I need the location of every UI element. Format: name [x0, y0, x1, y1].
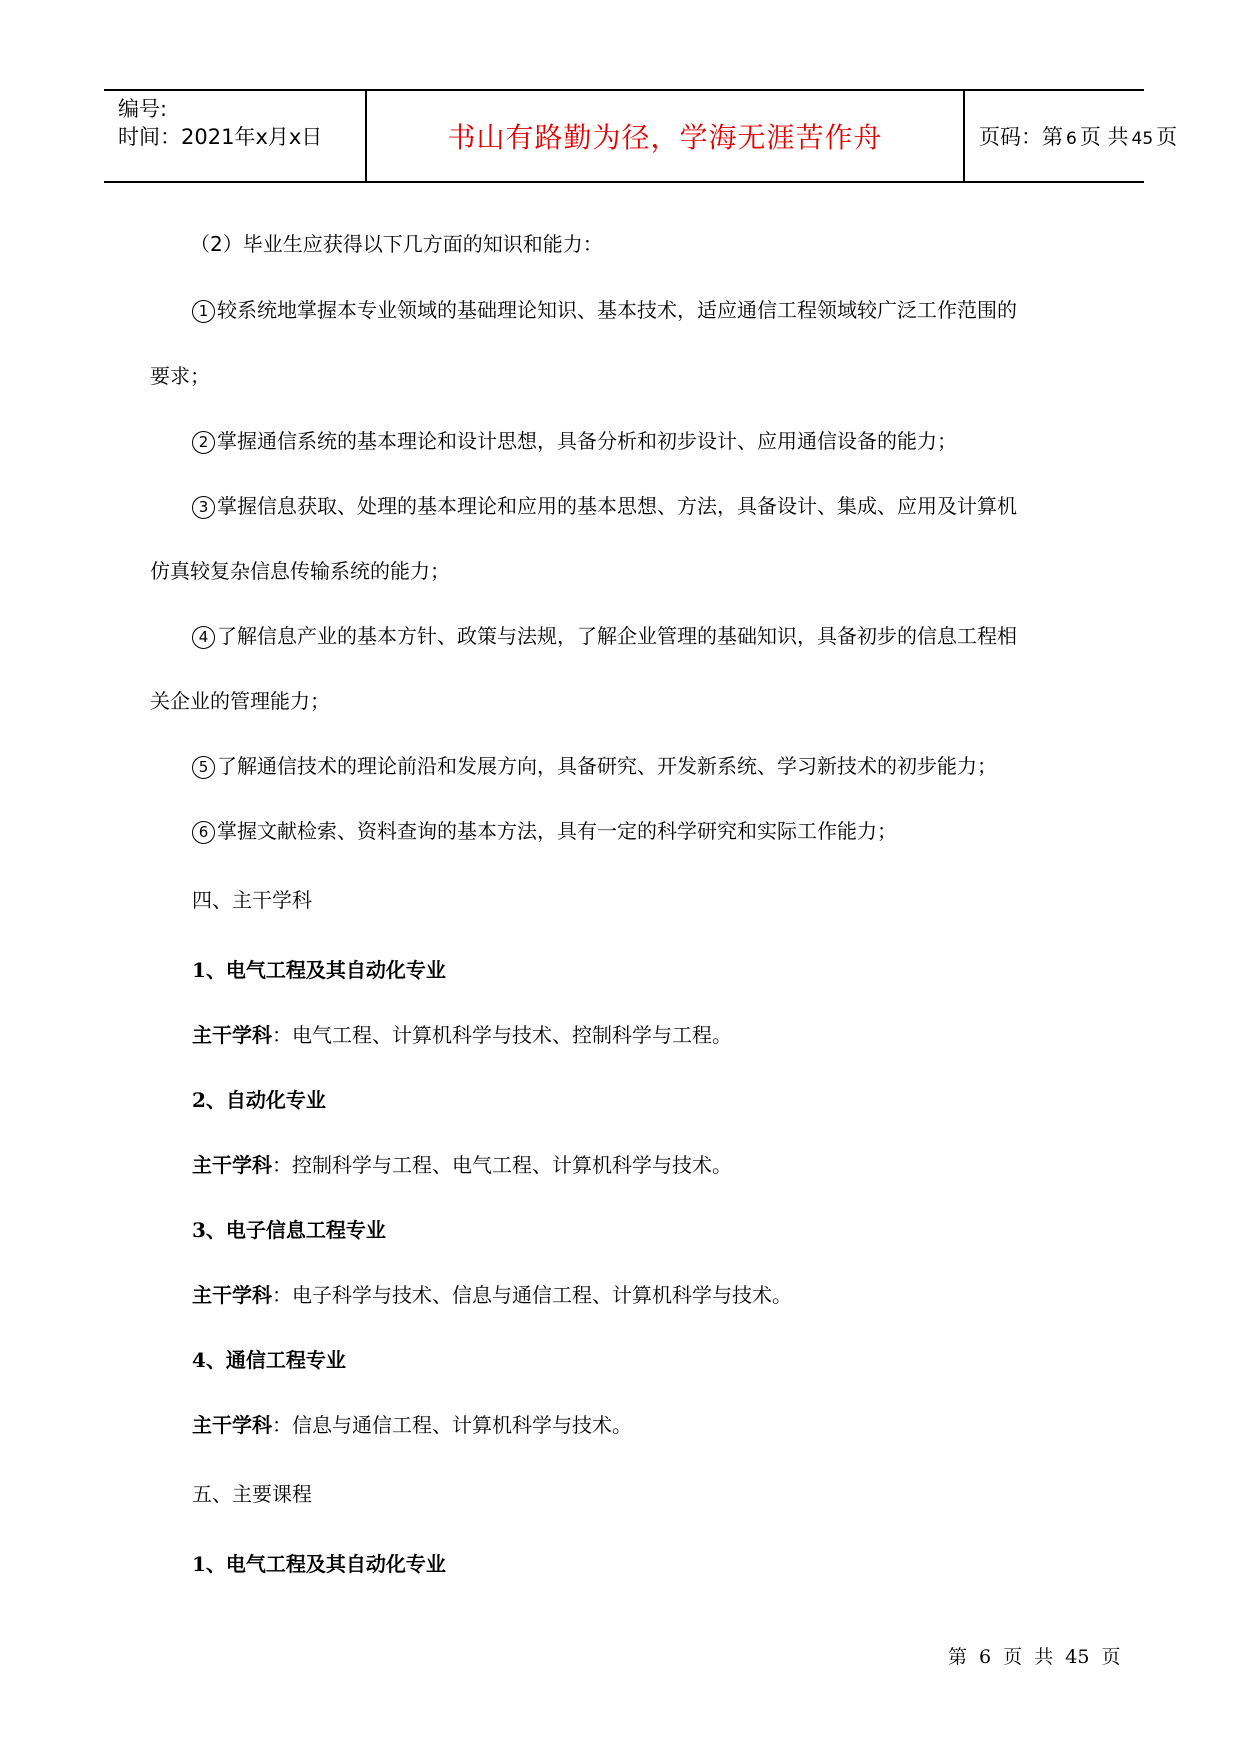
header-page-info: [979, 121, 1177, 151]
disciplines-text: ：信息与通信工程、计算机科学与技术。: [272, 1413, 632, 1437]
major-disciplines: [192, 1411, 632, 1439]
page-suffix: 页: [1156, 125, 1178, 149]
list-item-continuation: 仿真较复杂信息传输系统的能力；: [150, 559, 450, 583]
list-item: [192, 817, 897, 845]
major-disciplines: [192, 1151, 732, 1179]
list-item: [192, 492, 1017, 520]
header-page-cell: [965, 91, 1178, 181]
list-item-text: 了解信息产业的基本方针、政策与法规，了解企业管理的基础知识，具备初步的信息工程相: [217, 624, 1017, 648]
list-item-continuation: 要求；: [150, 364, 210, 388]
circled-number: 2: [192, 431, 215, 454]
list-item: [192, 296, 1017, 324]
major-title: 1、电气工程及其自动化专业: [192, 958, 446, 982]
disciplines-text: ：控制科学与工程、电气工程、计算机科学与技术。: [272, 1153, 732, 1177]
disciplines-text: ：电子科学与技术、信息与通信工程、计算机科学与技术。: [272, 1283, 792, 1307]
header-left-cell: [104, 91, 367, 181]
circled-number: 4: [192, 626, 215, 649]
list-item: [192, 752, 997, 780]
list-item-text: 掌握文献检索、资料查询的基本方法，具有一定的科学研究和实际工作能力；: [217, 819, 897, 843]
disciplines-text: ：电气工程、计算机科学与技术、控制科学与工程。: [272, 1023, 732, 1047]
page-footer: 第 6 页 共 45 页: [948, 1646, 1121, 1668]
disciplines-label: 主干学科: [192, 1283, 272, 1307]
disciplines-label: 主干学科: [192, 1023, 272, 1047]
list-item-text: 较系统地掌握本专业领域的基础理论知识、基本技术，适应通信工程领域较广泛工作范围的: [217, 298, 1017, 322]
list-item-text: 掌握信息获取、处理的基本理论和应用的基本思想、方法，具备设计、集成、应用及计算机: [217, 494, 1017, 518]
page-prefix: 页码：第: [979, 125, 1063, 149]
list-item: [192, 427, 957, 455]
page-total: 45: [1131, 129, 1154, 149]
disciplines-label: 主干学科: [192, 1153, 272, 1177]
list-item-text: 了解通信技术的理论前沿和发展方向，具备研究、开发新系统、学习新技术的初步能力；: [217, 754, 997, 778]
section-heading: 五、主要课程: [192, 1482, 312, 1506]
list-item-continuation: 关企业的管理能力；: [150, 689, 330, 713]
major-disciplines: [192, 1021, 732, 1049]
header-motto-cell: [367, 91, 965, 181]
list-item: [192, 622, 1017, 650]
major-title: 4、通信工程专业: [192, 1348, 346, 1372]
motto: 书山有路勤为径，学海无涯苦作舟: [447, 121, 883, 154]
page-number: 6: [1066, 129, 1077, 149]
time-label: 时间：2021年x月x日: [118, 125, 323, 149]
page-mid: 页 共: [1079, 125, 1129, 149]
major-title: 1、电气工程及其自动化专业: [192, 1552, 446, 1576]
major-title: 2、自动化专业: [192, 1088, 326, 1112]
disciplines-label: 主干学科: [192, 1413, 272, 1437]
major-title: 3、电子信息工程专业: [192, 1218, 386, 1242]
document-header: [104, 89, 1178, 183]
circled-number: 5: [192, 756, 215, 779]
circled-number: 1: [192, 300, 215, 323]
code-label: 编号:: [118, 97, 168, 121]
list-item-text: 掌握通信系统的基本理论和设计思想，具备分析和初步设计、应用通信设备的能力；: [217, 429, 957, 453]
section-heading: 四、主干学科: [192, 888, 312, 912]
paragraph-intro: （2）毕业生应获得以下几方面的知识和能力：: [190, 232, 603, 256]
major-disciplines: [192, 1281, 792, 1309]
circled-number: 3: [192, 496, 215, 519]
circled-number: 6: [192, 821, 215, 844]
